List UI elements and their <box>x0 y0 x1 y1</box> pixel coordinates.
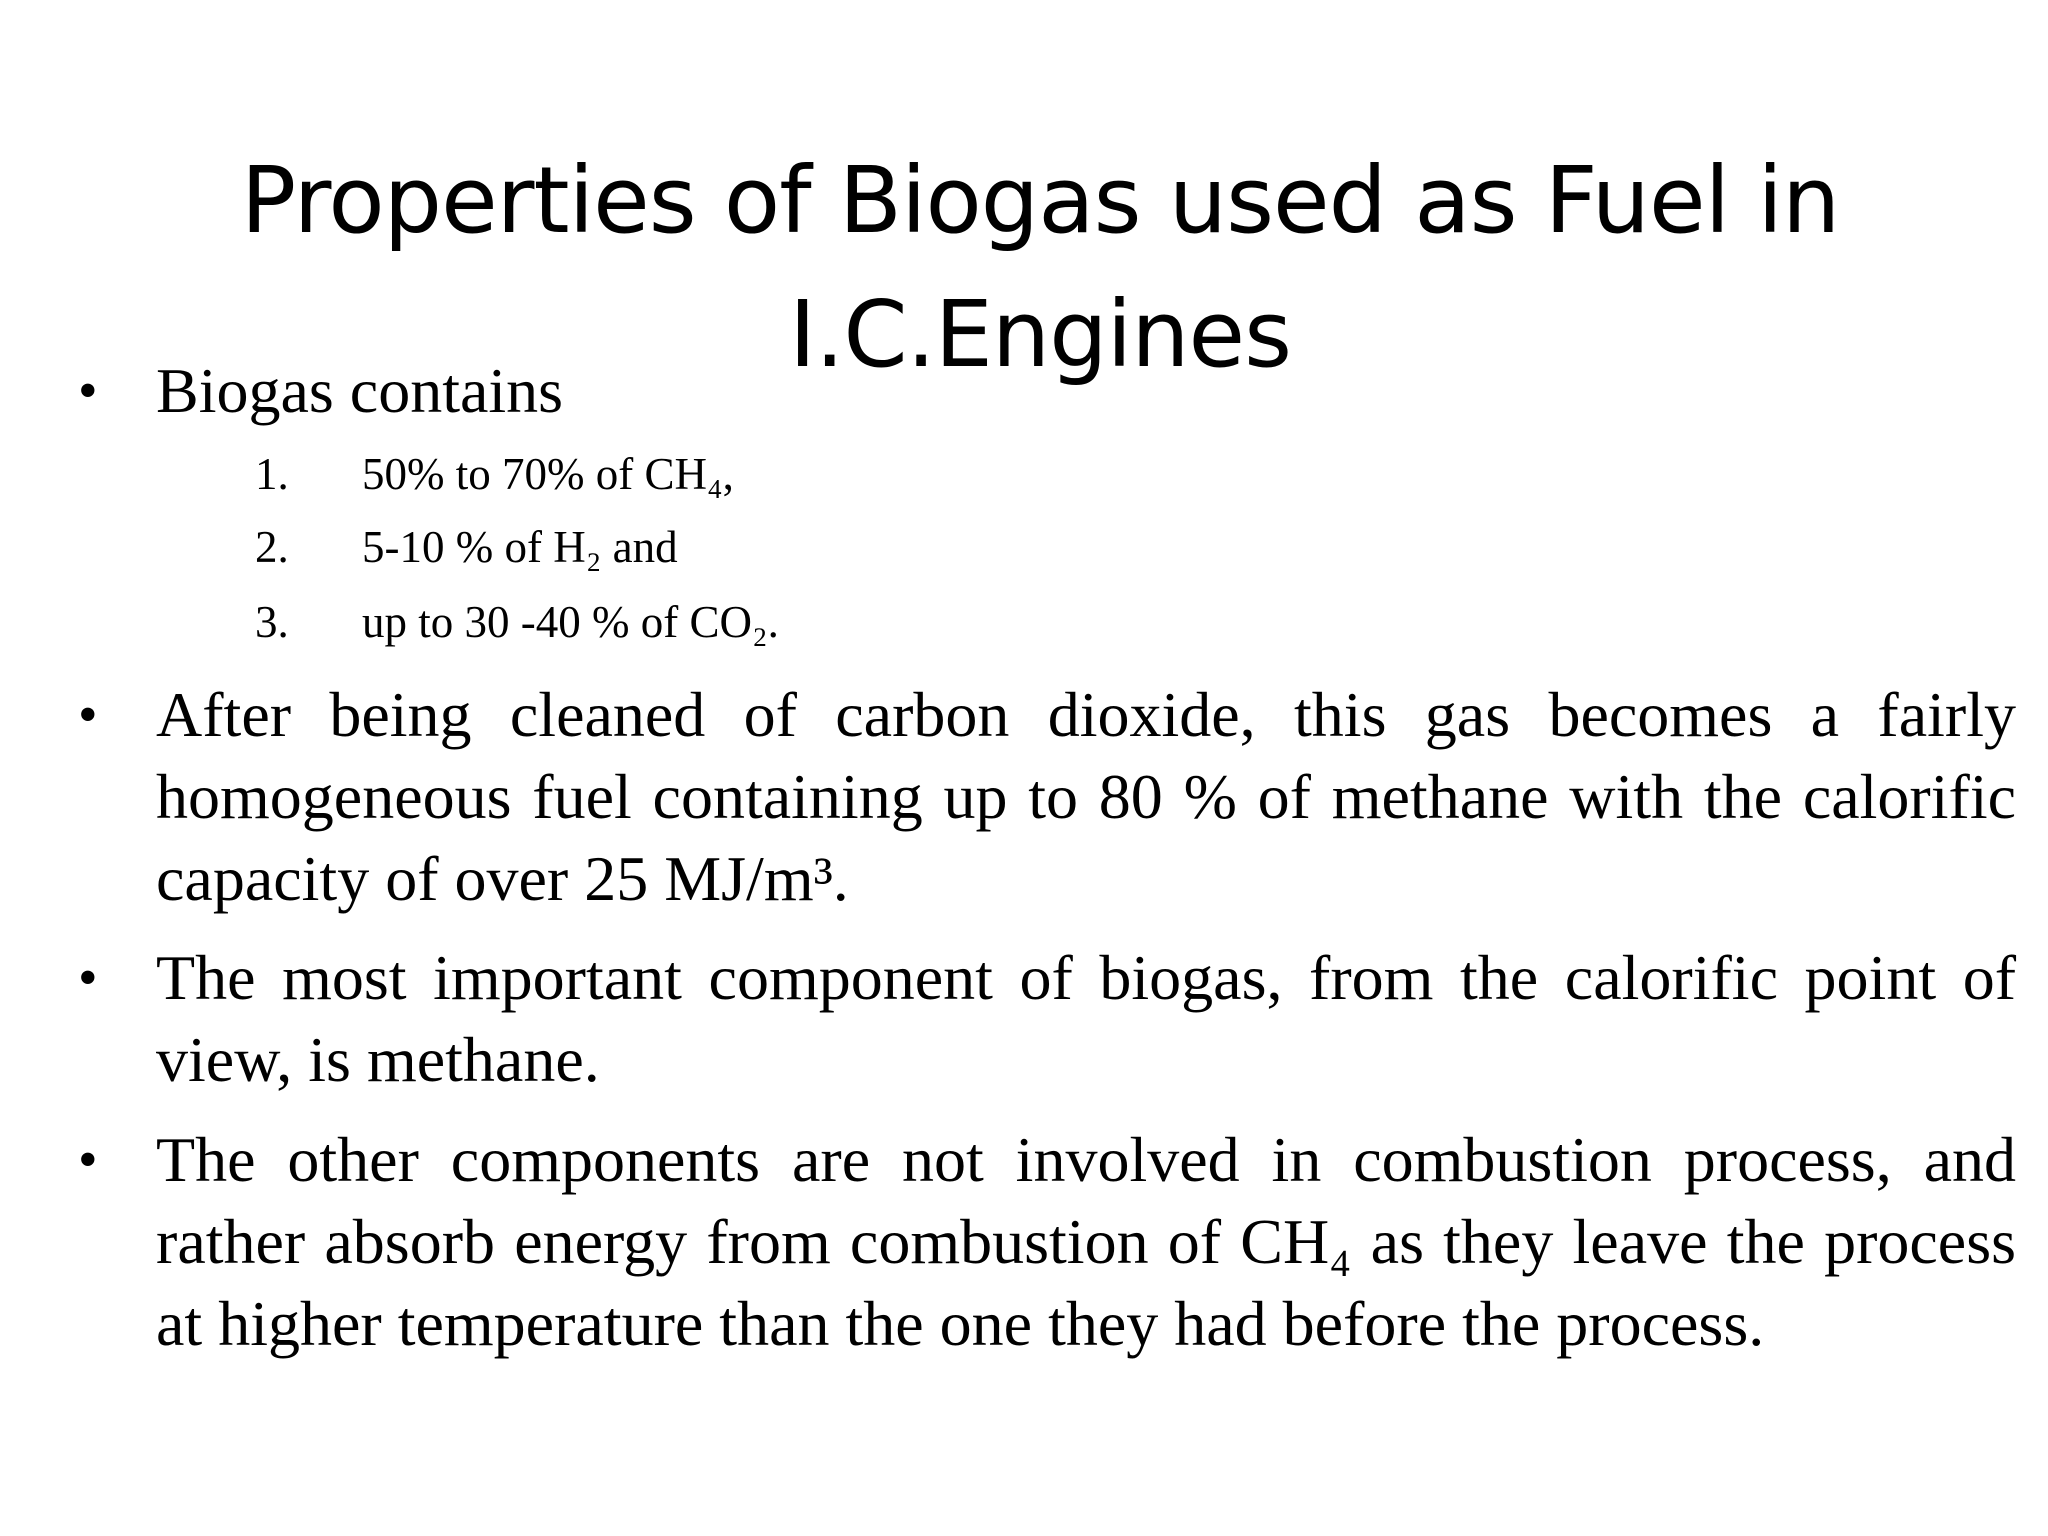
bullet-item <box>78 937 2016 1101</box>
title-line-1: Properties of Biogas used as Fuel in <box>240 146 1840 254</box>
bullet-dot: • <box>78 947 98 1009</box>
bullet-dot: • <box>78 360 98 422</box>
sub-item-number: 3. <box>255 597 289 647</box>
bullet-item <box>78 350 2016 432</box>
sub-item-text: up to 30 -40 % of CO₂. <box>362 597 779 647</box>
sub-item-text: 50% to 70% of CH₄, <box>362 449 734 499</box>
bullet-text: The other components are not involved in combustion process, and rather absorb energy from combustion of CH₄ as they leave the process at higher temperature than the one they had before the process. <box>156 1124 2016 1359</box>
bullet-text: Biogas contains <box>156 355 564 426</box>
bullet-dot: • <box>78 1129 98 1191</box>
bullet-item <box>78 1119 2016 1365</box>
bullet-text: The most important component of biogas, from the calorific point of view, is methane. <box>156 942 2016 1095</box>
title-line-2: I.C.Engines <box>788 280 1292 388</box>
sub-item-number: 2. <box>255 522 289 572</box>
bullet-dot: • <box>78 684 98 746</box>
bullet-item <box>78 674 2016 920</box>
bullet-text: After being cleaned of carbon dioxide, this gas becomes a fairly homogeneous fuel containing up to 80 % of methane with the calorific capacity of over 25 MJ/m³. <box>156 679 2016 914</box>
sub-item-text: 5-10 % of H₂ and <box>362 522 678 572</box>
sub-item-number: 1. <box>255 449 289 499</box>
